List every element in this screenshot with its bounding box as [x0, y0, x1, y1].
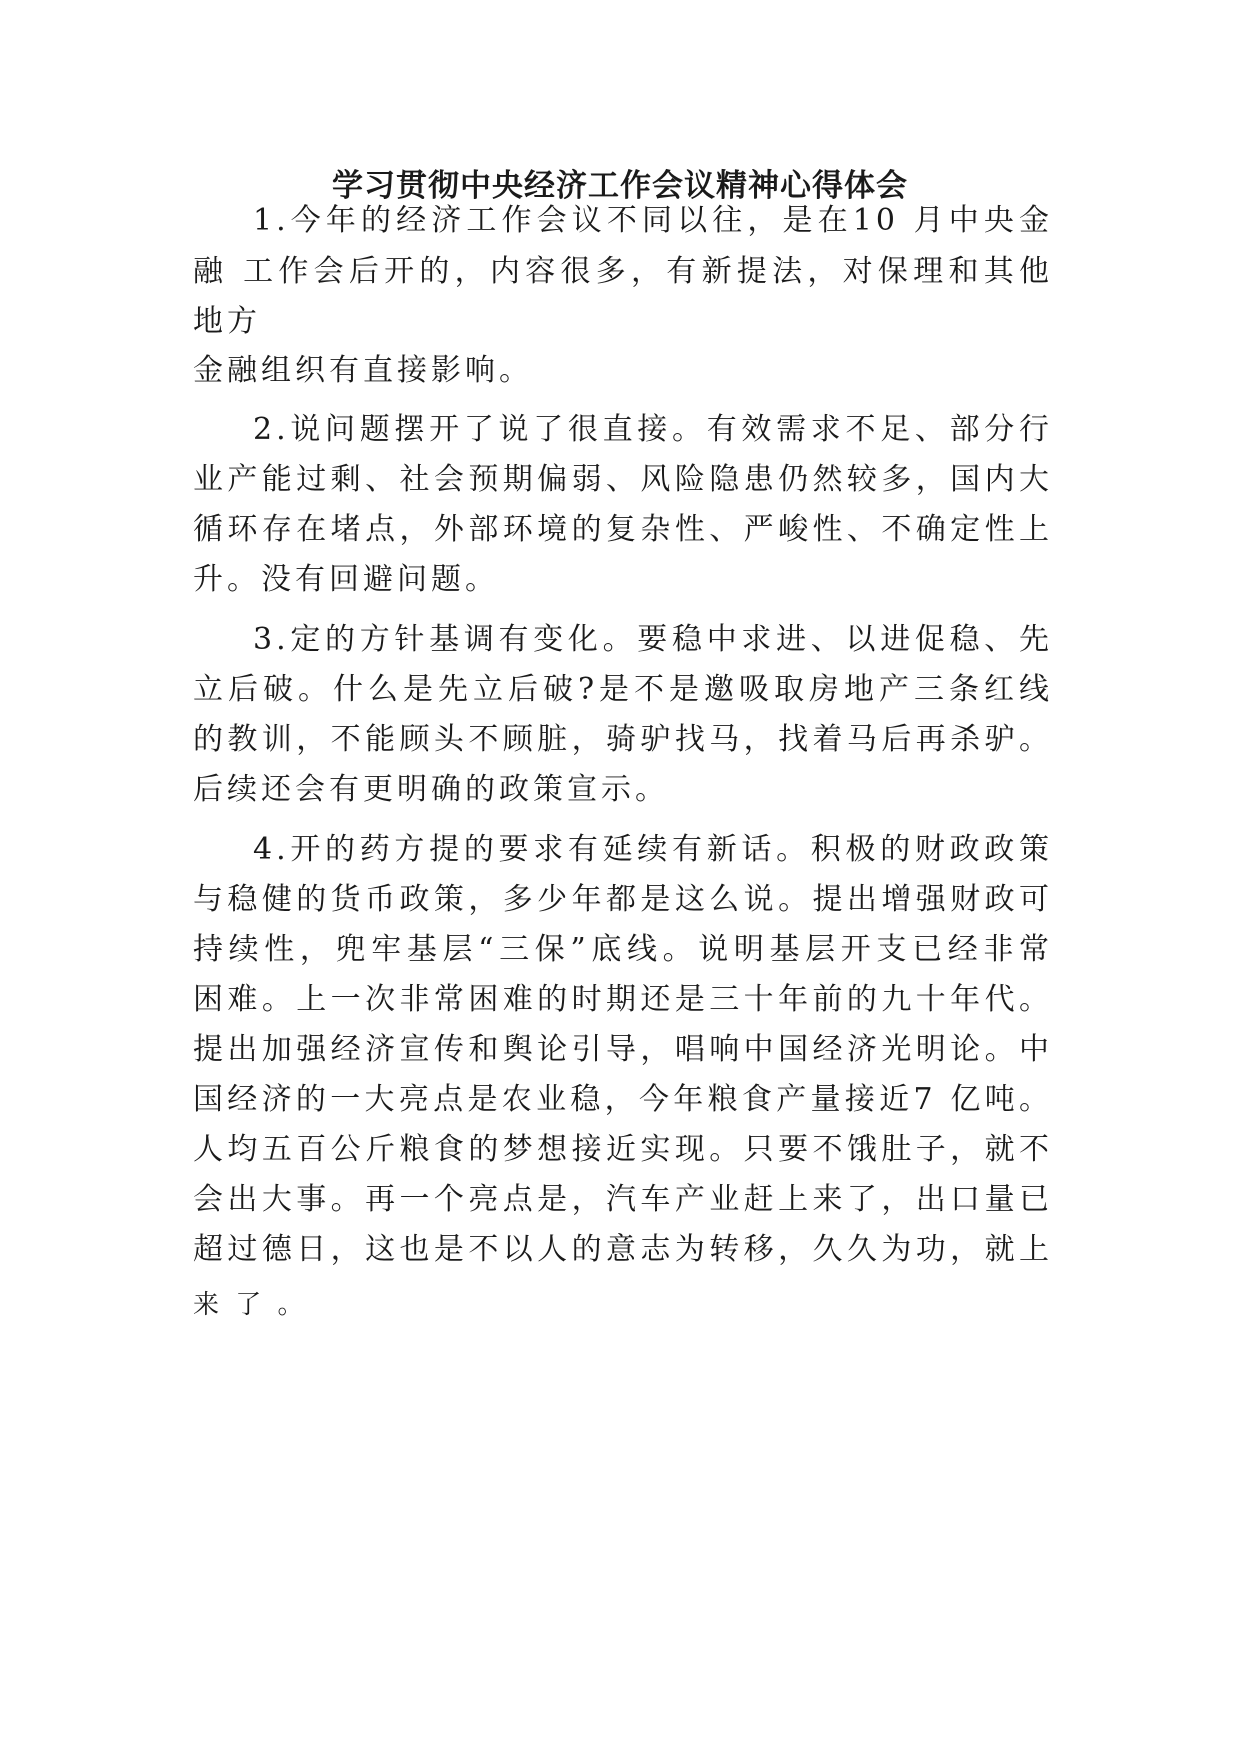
paragraph-4-line-2: 与稳健的货币政策，多少年都是这么说。提出增强财政可	[193, 882, 1053, 917]
paragraph-2-line-1: 2.说问题摆开了说了很直接。有效需求不足、部分行	[253, 412, 1053, 447]
paragraph-4-line-1: 4.开的药方提的要求有延续有新话。积极的财政政策	[253, 832, 1053, 867]
paragraph-2-line-4: 升。没有回避问题。	[193, 562, 499, 597]
page-title: 学习贯彻中央经济工作会议精神心得体会	[332, 168, 908, 204]
paragraph-3-line-1: 3.定的方针基调有变化。要稳中求进、以进促稳、先	[253, 622, 1053, 657]
paragraph-2-line-2: 业产能过剩、社会预期偏弱、风险隐患仍然较多，国内大	[193, 462, 1053, 497]
paragraph-4-line-9: 超过德日，这也是不以人的意志为转移，久久为功，就上	[193, 1232, 1053, 1267]
paragraph-4-line-3: 持续性，兜牢基层“三保”底线。说明基层开支已经非常	[193, 932, 1053, 967]
paragraph-4-line-7: 人均五百公斤粮食的梦想接近实现。只要不饿肚子，就不	[193, 1132, 1053, 1167]
paragraph-1-line-3: 地方	[193, 304, 261, 339]
paragraph-4-line-8: 会出大事。再一个亮点是，汽车产业赶上来了，出口量已	[193, 1182, 1053, 1217]
paragraph-4-line-10: 来 了 。	[193, 1290, 308, 1320]
paragraph-1-line-1: 1.今年的经济工作会议不同以往，是在10 月中央金	[253, 203, 1053, 238]
paragraph-4-line-4: 困难。上一次非常困难的时期还是三十年前的九十年代。	[193, 982, 1053, 1017]
paragraph-1-line-4: 金融组织有直接影响。	[193, 353, 533, 388]
paragraph-3-line-3: 的教训，不能顾头不顾脏，骑驴找马，找着马后再杀驴。	[193, 722, 1053, 757]
paragraph-3-line-4: 后续还会有更明确的政策宣示。	[193, 772, 669, 807]
paragraph-2-line-3: 循环存在堵点，外部环境的复杂性、严峻性、不确定性上	[193, 512, 1053, 547]
paragraph-3-line-2: 立后破。什么是先立后破?是不是邀吸取房地产三条红线	[193, 672, 1053, 707]
paragraph-4-line-6: 国经济的一大亮点是农业稳，今年粮食产量接近7 亿吨。	[193, 1082, 1053, 1117]
paragraph-1-line-2: 融 工作会后开的，内容很多，有新提法，对保理和其他	[193, 254, 1053, 289]
paragraph-4-line-5: 提出加强经济宣传和舆论引导，唱响中国经济光明论。中	[193, 1032, 1053, 1067]
